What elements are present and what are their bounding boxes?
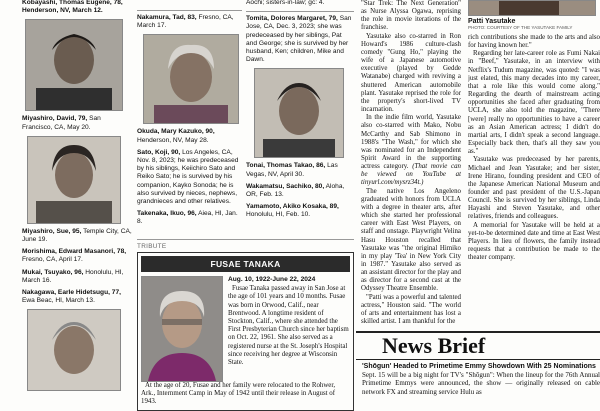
- portrait-photo: [27, 309, 121, 391]
- tribute-heading: FUSAE TANAKA: [141, 256, 350, 272]
- tribute-dates: Aug. 10, 1922-June 22, 2024: [228, 276, 316, 283]
- divider: [137, 10, 242, 11]
- section-label: TRIBUTE: [137, 243, 167, 250]
- obituary-details: Honolulu, HI, March 16.: [22, 268, 124, 284]
- obituary-details: Ewa Beac, HI, March 13.: [22, 297, 95, 305]
- news-brief-section: [356, 331, 600, 403]
- tribute-paragraph: Fusae Tanaka passed away in San Jose at the age of 101 years and 10 months. Fusae was born in Orwood, Calif., near Brentwood. A longtime resident of Stockton, Calif., where she attended the First Presbyterian Church since her baptism on Oct. 22, 1961. She also served as a registered nurse at the St. Joseph's Hospital since receiving her degree at Wisconsin State.: [228, 285, 349, 367]
- portrait-photo: [27, 136, 121, 224]
- obituary-name: Morishima, Edward Masanori, 78,: [22, 248, 127, 256]
- article-paragraph: Yasutake also co-starred in Ron Howard's 1986 culture-clash comedy "Gung Ho," playing the wife of a Japanese automotive executive (played by Gedde Watanabe) charged with reviving a shuttered American automobile plant. Yasutake reprised the role for the property's short-lived TV incarnation.: [361, 32, 461, 114]
- article-paragraph: rich contributions she made to the arts and also for having known her.": [468, 34, 600, 50]
- obituary-details: Henderson, NV, May 28.: [137, 136, 209, 144]
- news-brief-body: Sept. 15 will be a big night for TV's "Shōgun": When the lineup for the 76th Annual Primetime Emmys were announced, the show — originally released on cable network FX and streaming service Hulu as: [362, 371, 600, 396]
- obituary-text: Kobayashi, Thomas Eugene, 78, Henderson, NV, March 12.: [22, 0, 123, 15]
- obituary-entry: [22, 0, 132, 15]
- portrait-photo: [254, 68, 344, 158]
- tribute-paragraph: At the age of 20, Fusae and her family were relocated to the Rohwer, Ark., Internment Camp in May of 1942 until their release in August of 1943.: [141, 382, 336, 406]
- obituary-details: Honolulu, HI, Feb. 10.: [246, 211, 311, 219]
- article-paragraph: The native Los Angeleno graduated with honors from UCLA with a degree in theater arts, after which she started her professional career with East West Players, on staff and onstage. Playwright Velina Hasu Houston recalled that Yasutake was "the original Himiko in my play 'Tea' in New York City in 1987." Yasutake also served as an assistant director for the play and as director for a second cast at the Odyssey Theatre Ensemble.: [361, 187, 461, 293]
- obituary-details: Fresno, CA, April 17.: [22, 256, 83, 264]
- obituary-name: Nakagawa, Earle Hidetsugu, 77,: [22, 289, 121, 297]
- portrait-photo: [25, 19, 123, 111]
- obituary-name: Tonai, Thomas Takao, 86,: [246, 162, 326, 170]
- article-paragraph: Regarding her late-career role as Fumi Nakai in "Beef," Yasutake, in an interview with Netflix's Tudum magazine, was quoted: "I was just elated, this many decades into my career, that a role like this would come along." Regarding the dearth of mainstream acting opportunities she faced after graduating from UCLA, she also told the magazine, "There [were] really no opportunities to have a career as an Asian American actress; I didn't do martial arts, I didn't speak a second language. Especially back then, that's all they saw you as.": [468, 50, 600, 156]
- divider: [137, 239, 354, 240]
- article-paragraph: A memorial for Yasutake will be held at a yet-to-be determined date and time at East West Players. In lieu of flowers, the family instead requests that a contribution be made to the theater company.: [468, 221, 600, 262]
- obituary-name: Yamamoto, Akiko Kosaka, 89,: [246, 203, 339, 211]
- article-text: In the indie film world, Yasutake also co-starred with Mako, Nobu McCarthy and Sab Shimono in 1988's "The Wash," for which she was nominated for an Independent Spirit Award in the supporting actress category.: [361, 114, 461, 171]
- obituary-column-1: [22, 0, 132, 403]
- tribute-body: [228, 276, 350, 382]
- photo-credit: PHOTO: COURTESY OF THE YASUTAKE FAMILY: [468, 25, 573, 30]
- article-paragraph: "Star Trek: The Next Generation" as Nurse Alyssa Ogawa, reprising the role in movie iterations of the franchise.: [361, 0, 461, 32]
- obituary-name: Miyashiro, David, 79,: [22, 115, 88, 123]
- obituary-details: Aiea, HI, Jan. 8.: [137, 210, 238, 226]
- article-body: [361, 0, 461, 326]
- article-column-1: [361, 0, 461, 330]
- obituary-details: Temple City, CA, June 19.: [22, 227, 132, 244]
- obituary-details: Aloha, OR, Feb. 13.: [246, 182, 345, 199]
- obituary-entry: [137, 210, 242, 226]
- obituary-entry: [22, 289, 132, 305]
- obituary-details: San Jose, CA, Dec. 3, 2023; she was predeceased by her siblings, Pat and George; she is survived by her husband, Ken; children, Mike and Dawn.: [246, 15, 352, 64]
- obituary-name: Miyashiro, Sue, 95,: [22, 227, 82, 235]
- news-brief-title: News Brief: [356, 331, 600, 360]
- photo-caption: Patti Yasutake: [468, 18, 516, 25]
- obituary-name: Mukai, Tsuyako, 96,: [22, 268, 84, 276]
- obituary-entry: [246, 203, 354, 219]
- article-paragraph: [361, 114, 461, 187]
- obituary-details: Fresno, CA, March 17.: [137, 14, 234, 30]
- obituary-details: Los Angeles, CA, Nov. 8, 2023; he was predeceased by his siblings, Keiichiro Sato and Reiko Sato; he is survived by his companion, Kayko Sonoda; he is also survived by nieces, nephews, grandnieces and other relatives.: [137, 148, 239, 206]
- obituary-name: Sato, Koji, 90,: [137, 148, 181, 156]
- obituary-entry: [22, 115, 132, 131]
- obituary-name: Wakamatsu, Sachiko, 80,: [246, 182, 325, 190]
- article-italic-note: (That movie can be viewed on YouTube at tinyurl.com/mysrz34t.): [361, 163, 461, 187]
- obituary-entry: [246, 162, 354, 178]
- obituary-details: Las Vegas, NV, April 30.: [246, 162, 338, 178]
- article-paragraph: "Patti was a powerful and talented actress," Houston said. "The world of arts and entertainment has lost a skilled artist. I am thankful for the: [361, 293, 461, 326]
- divider: [246, 11, 354, 12]
- obituary-entry: [137, 128, 242, 144]
- obituary-entry: [137, 14, 242, 30]
- tribute-box: [137, 252, 354, 411]
- portrait-photo: [143, 34, 239, 124]
- article-column-2: [468, 0, 600, 330]
- news-brief-headline: 'Shōgun' Headed to Primetime Emmy Showdown With 25 Nominations: [362, 363, 596, 370]
- obituary-details: San Francisco, CA, May 20.: [22, 115, 101, 131]
- obituary-name: Okuda, Mary Kazuko, 90,: [137, 128, 215, 136]
- obituary-entry: [22, 269, 132, 285]
- obituary-entry: [246, 0, 354, 7]
- article-photo: [468, 0, 596, 16]
- obituary-entry: [137, 149, 242, 206]
- tribute-section: [137, 236, 354, 411]
- article-body: [468, 34, 600, 262]
- obituary-entry: [22, 248, 132, 264]
- obituary-entry: [246, 183, 354, 199]
- obituary-entry: [246, 15, 354, 64]
- obituary-entry: [22, 228, 132, 244]
- obituary-name: Nakamura, Tad, 83,: [137, 14, 197, 21]
- article-paragraph: Yasutake was predeceased by her parents, Michael and Jean Yasutake; and her sister, Irene Hirano, founding president and CEO of the Japanese American National Museum and founder and past president of the U.S.-Japan Council. She is survived by her siblings, Linda Hayashi and Steven Yasutake, and other relatives, friends and colleagues.: [468, 156, 600, 221]
- tribute-photo: [141, 276, 223, 382]
- obituary-name: Takenaka, Ikuo, 96,: [137, 210, 197, 218]
- obituary-text: Aochi; sisters-in-law; gc: 4.: [246, 0, 325, 6]
- obituary-name: Tomita, Dolores Margaret, 79,: [246, 15, 338, 23]
